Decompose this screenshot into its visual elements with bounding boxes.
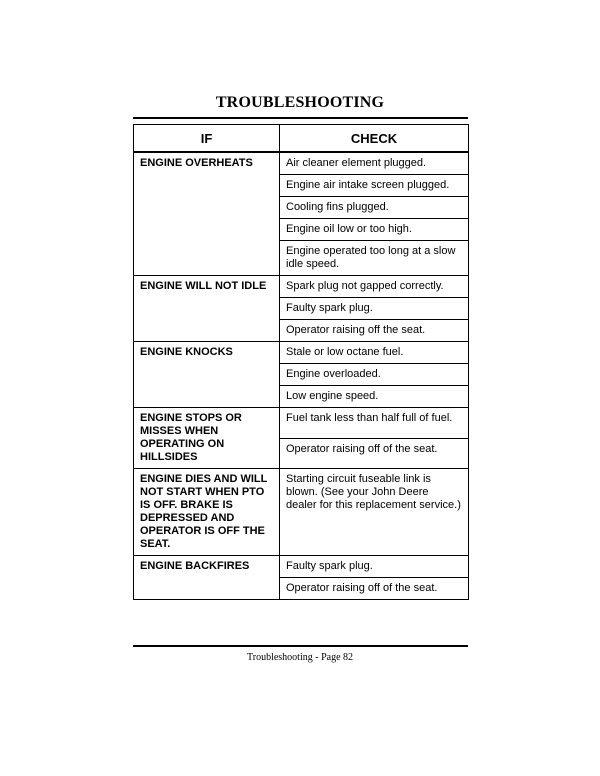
check-column-header: CHECK <box>280 125 469 153</box>
page-footer: Troubleshooting - Page 82 <box>246 652 354 663</box>
check-cell: Operator raising off the seat. <box>280 320 469 342</box>
table-row <box>134 556 469 578</box>
check-cell: Operator raising off of the seat. <box>280 438 469 469</box>
table-row <box>134 152 469 175</box>
check-cell: Starting circuit fuseable link is blown. (See your John Deere dealer for this replacement service.) <box>280 469 469 556</box>
condition-cell: ENGINE OVERHEATS <box>134 152 280 276</box>
table-header-row <box>134 125 469 153</box>
check-cell: Engine oil low or too high. <box>280 219 469 241</box>
page-title: TROUBLESHOOTING <box>215 94 385 111</box>
check-cell: Engine operated too long at a slow idle speed. <box>280 241 469 276</box>
check-cell: Stale or low octane fuel. <box>280 342 469 364</box>
check-cell: Engine air intake screen plugged. <box>280 175 469 197</box>
condition-cell: ENGINE KNOCKS <box>134 342 280 408</box>
check-cell: Fuel tank less than half full of fuel. <box>280 408 469 439</box>
check-cell: Operator raising off of the seat. <box>280 578 469 600</box>
table-row <box>134 276 469 298</box>
condition-cell: ENGINE DIES AND WILL NOT START WHEN PTO IS OFF. BRAKE IS DEPRESSED AND OPERATOR IS OFF THE SEAT. <box>134 469 280 556</box>
table-row <box>134 342 469 364</box>
footer-rule <box>133 645 468 647</box>
condition-cell: ENGINE WILL NOT IDLE <box>134 276 280 342</box>
table-row <box>134 408 469 439</box>
table-row <box>134 469 469 556</box>
check-cell: Cooling fins plugged. <box>280 197 469 219</box>
check-cell: Faulty spark plug. <box>280 556 469 578</box>
troubleshooting-table <box>133 124 469 600</box>
condition-cell: ENGINE BACKFIRES <box>134 556 280 600</box>
check-cell: Faulty spark plug. <box>280 298 469 320</box>
check-cell: Engine overloaded. <box>280 364 469 386</box>
check-cell: Air cleaner element plugged. <box>280 152 469 175</box>
check-cell: Low engine speed. <box>280 386 469 408</box>
title-rule <box>133 117 468 119</box>
check-cell: Spark plug not gapped correctly. <box>280 276 469 298</box>
if-column-header: IF <box>134 125 280 153</box>
condition-cell: ENGINE STOPS OR MISSES WHEN OPERATING ON HILLSIDES <box>134 408 280 469</box>
